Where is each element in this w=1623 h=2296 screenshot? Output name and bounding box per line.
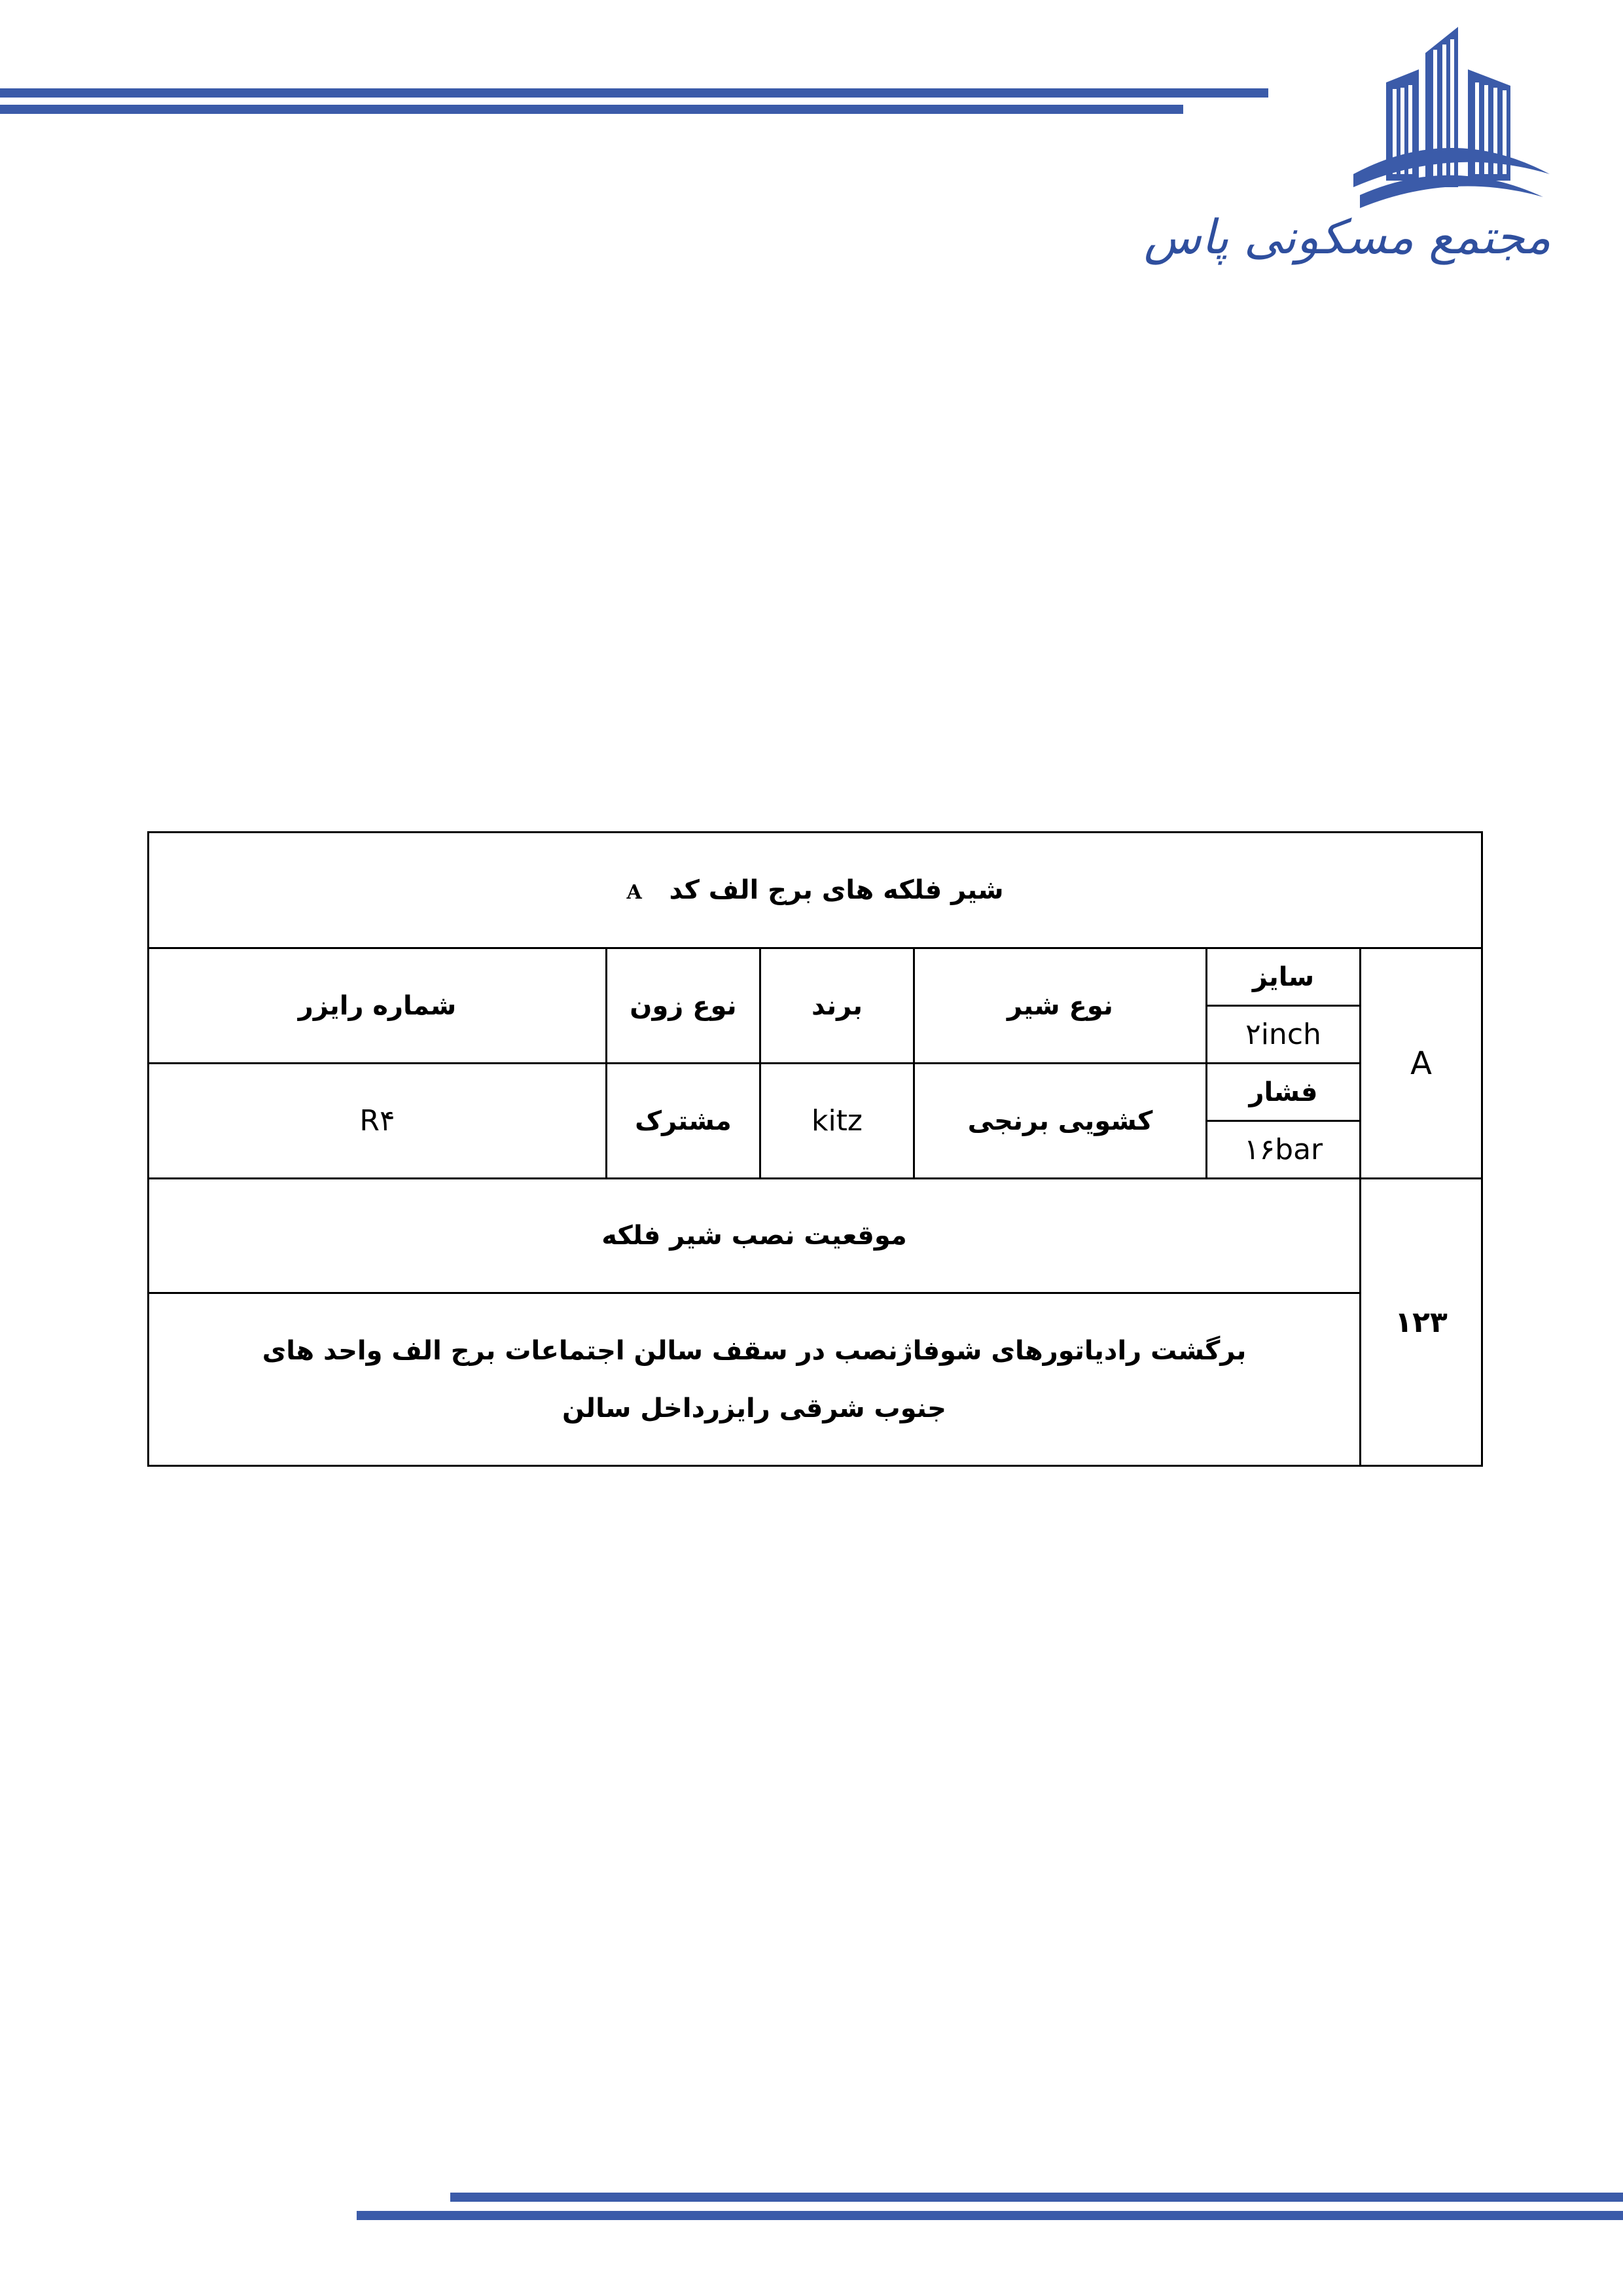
header-valve-type: نوع شیر (914, 948, 1207, 1064)
header-rule-bottom (0, 105, 1183, 114)
valve-info-table (147, 831, 1483, 1467)
location-line-1: برگشت رادیاتورهای شوفاژنصب در سقف سالن اجتماعات برج الف واحد های (262, 1335, 1247, 1366)
header-size: سایز (1207, 948, 1361, 1006)
location-label: موقعیت نصب شیر فلکه (149, 1179, 1361, 1293)
valve-type-value: کشویی برنجی (914, 1064, 1207, 1179)
size-value: ۲inch (1207, 1006, 1361, 1064)
pressure-value: ۱۶bar (1207, 1121, 1361, 1179)
footer-rule-top (450, 2193, 1623, 2202)
header-zone-type: نوع زون (607, 948, 760, 1064)
table-title-code: A (626, 881, 642, 904)
valve-number: ۱۲۳ (1361, 1179, 1482, 1466)
location-description (149, 1293, 1361, 1466)
zone-type-value: مشترک (607, 1064, 760, 1179)
buildings-waves-logo-icon (1143, 24, 1556, 325)
table-title: شیر فلکه های برج الف کد (669, 875, 1004, 905)
header-brand: برند (760, 948, 914, 1064)
header-riser-number: شماره رایزر (149, 948, 607, 1064)
table-title-cell (149, 833, 1482, 948)
header-rule-top (0, 88, 1268, 98)
riser-number-value: R۴ (149, 1064, 607, 1179)
brand-value: kitz (760, 1064, 914, 1179)
header-pressure: فشار (1207, 1064, 1361, 1121)
footer-rule-bottom (357, 2211, 1623, 2220)
valve-code: A (1361, 948, 1482, 1179)
location-line-2: جنوب شرقی رایزرداخل سالن (562, 1393, 946, 1424)
logo-text: مجتمع مسکونی پاس (1143, 209, 1551, 264)
